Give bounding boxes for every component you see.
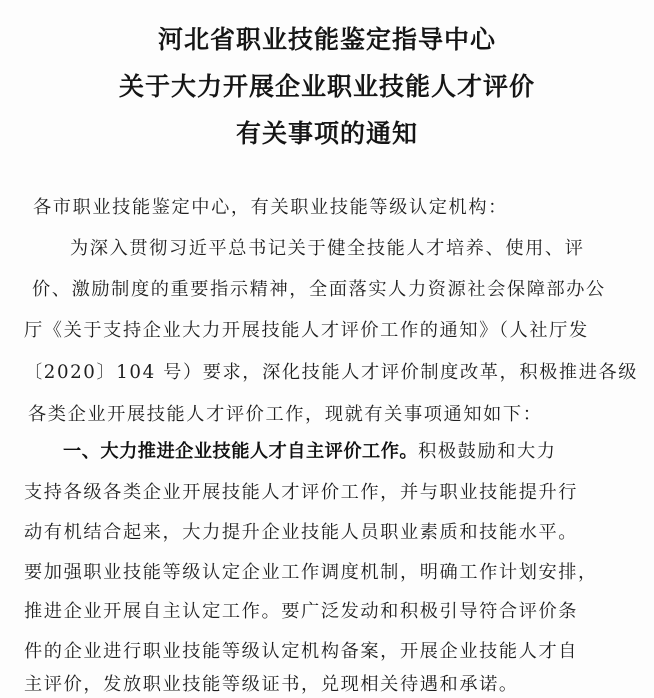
section-1-line-1 [63,437,557,463]
section-1-line-3: 动有机结合起来，大力提升企业技能人员职业素质和技能水平。 [24,522,579,543]
paragraph-1-line-5: 各类企业开展技能人才评价工作，现就有关事项通知如下： [28,404,543,425]
paragraph-1-line-1: 为深入贯彻习近平总书记关于健全技能人才培养、使用、评 [70,238,585,259]
section-1-line-6: 件的企业进行职业技能等级认定机构备案，开展企业技能人才自 [24,641,579,662]
section-1-line-7: 主评价，发放职业技能等级证书，兑现相关待遇和承诺。 [24,674,519,695]
notice-title-line-3: 有关事项的通知 [235,119,418,148]
paragraph-1-line-4: 〔2020〕104 号）要求，深化技能人才评价制度改革，积极推进各级 [24,362,639,383]
notice-title-line-1: 河北省职业技能鉴定指导中心 [157,25,496,54]
paragraph-1-line-2: 价、激励制度的重要指示精神，全面落实人力资源社会保障部办公 [32,279,606,300]
notice-title-line-2: 关于大力开展企业职业技能人才评价 [118,72,535,101]
section-1-line-1-text: 积极鼓励和大力 [418,441,557,462]
section-1-heading: 一、大力推进企业技能人才自主评价工作。 [63,441,419,462]
salutation: 各市职业技能鉴定中心，有关职业技能等级认定机构： [33,197,508,218]
section-1-line-2: 支持各级各类企业开展技能人才评价工作，并与职业技能提升行 [24,482,579,503]
section-1-line-5: 推进企业开展自主认定工作。要广泛发动和积极引导符合评价条 [24,601,579,622]
section-1-line-4: 要加强职业技能等级认定企业工作调度机制，明确工作计划安排， [24,562,598,583]
paragraph-1-line-3: 厅《关于支持企业大力开展技能人才评价工作的通知》（人社厅发 [24,320,589,341]
